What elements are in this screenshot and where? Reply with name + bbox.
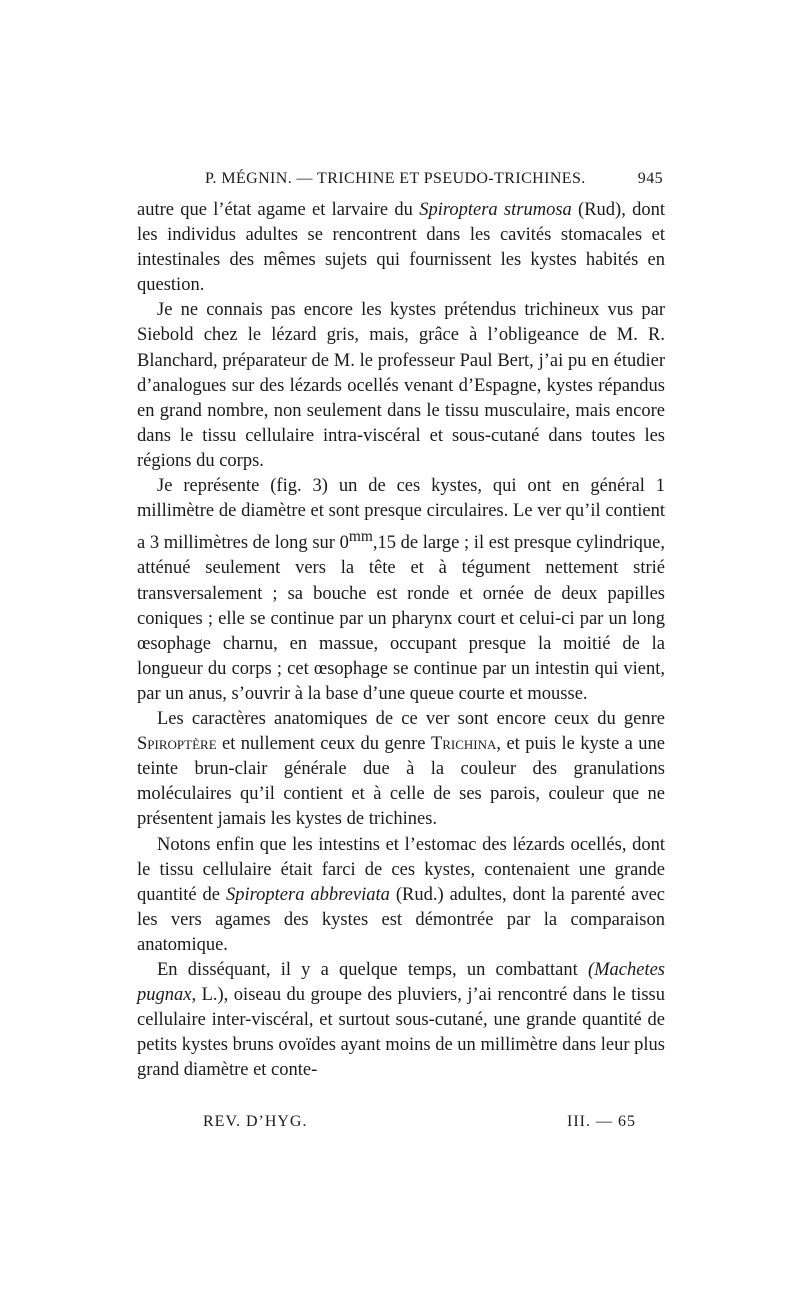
taxon-name: (Machetes pugnax, bbox=[137, 959, 665, 1006]
unit-superscript: mm bbox=[348, 528, 373, 546]
paragraph-5: Notons enfin que les intestins et l’estomac des lézards ocellés, dont le tissu cellulaire était farci de ces kystes, contenaient une grande quantité de Spiroptera abbreviata (Rud.) adultes, dont la parenté avec les vers agames des kystes est démontrée par la comparaison anatomique. bbox=[137, 834, 666, 955]
paragraph-6: En disséquant, il y a quelque temps, un combattant (Machetes pugnax, L.), oiseau du groupe des pluviers, j’ai rencontré dans le tissu cellulaire inter-viscéral, et surtout sous-cutané, une grande quantité de petits kystes bruns ovoïdes ayant moins de un millimètre dans leur plus grand diamètre et conte- bbox=[137, 959, 665, 1081]
body-text bbox=[137, 198, 665, 1083]
running-title: P. MÉGNIN. — TRICHINE ET PSEUDO-TRICHINES. bbox=[205, 170, 586, 187]
journal-signature: REV. D’HYG. bbox=[203, 1113, 308, 1130]
running-header bbox=[205, 170, 663, 188]
paragraph-2: Je ne connais pas encore les kystes prétendus trichineux vus par Siebold chez le lézard gris, mais, grâce à l’obligeance de M. R. Blanchard, préparateur de M. le professeur Paul Bert, j’ai pu en étudier d’analogues sur des lézards ocellés venant d’Espagne, kystes répandus en grand nombre, non seulement dans le tissu musculaire, mais encore dans le tissu cellulaire intra-viscéral et sous-cutané dans toutes les régions du corps. bbox=[137, 300, 665, 471]
paragraph-3: Je représente (fig. 3) un de ces kystes, qui ont en général 1 millimètre de diamètre et sont presque circulaires. Le ver qu’il contient a 3 millimètres de long sur $0^{mm},15$ de large ; il est presque cylindrique, atténué seulement vers la tête et à tégument nettement strié transversalement ; sa bouche est ronde et ornée de deux papilles coniques ; elle se continue par un pharynx court et celui-ci par un long œsophage charnu, en massue, occupant presque la moitié de la longueur du corps ; cet œsophage se continue par un intestin qui vient, par un anus, s’ouvrir à la base d’une queue courte et mousse. bbox=[137, 476, 666, 704]
paragraph-1: autre que l’état agame et larvaire du Spiroptera strumosa (Rud), dont les individus adultes se rencontrent dans les cavités stomacales et intestinales des mêmes sujets qui fournissent les kystes habités en question. bbox=[137, 200, 665, 296]
paragraph-4: Les caractères anatomiques de ce ver sont encore ceux du genre Spiroptère et nullement ceux du genre Trichina, et puis le kyste a une teinte brun-clair générale due à la couleur des granulations moléculaires qu’il contient et à celle de ses parois, couleur que ne présentent jamais les kystes de trichines. bbox=[137, 709, 665, 830]
volume-page: III. — 65 bbox=[567, 1113, 636, 1130]
page-number: 945 bbox=[637, 170, 663, 187]
taxon-name: Spiroptera strumosa bbox=[419, 200, 572, 220]
genus-name: Trichina bbox=[430, 734, 497, 755]
taxon-name: Spiroptera abbreviata bbox=[225, 884, 390, 905]
genus-name: Spiroptère bbox=[137, 734, 217, 755]
page-footer bbox=[203, 1113, 636, 1131]
